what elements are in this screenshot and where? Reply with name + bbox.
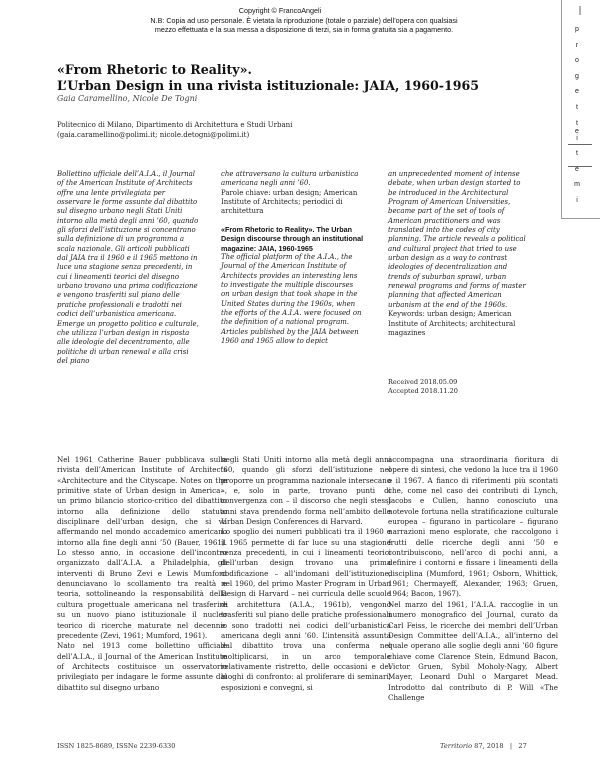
sidebar-letter: i	[576, 135, 578, 143]
body-column-3	[388, 455, 558, 703]
article-title	[57, 62, 497, 94]
keywords-italian: Parole chiave: urban design; American Institute of Architects; periodici di architettura	[221, 188, 358, 216]
affiliation-line-1: Politecnico di Milano, Dipartimento di Architettura e Studi Urbani	[57, 121, 293, 129]
sidebar-divider	[568, 144, 592, 145]
sidebar-letter: o	[575, 57, 579, 65]
sidebar-word-e: e	[575, 128, 579, 135]
received-dates	[388, 378, 458, 395]
received-date: Received 2018.05.09	[388, 378, 458, 386]
abstract-italian-cont: che attraversano la cultura urbanistica americana negli anni ’60.	[221, 170, 359, 188]
accepted-date: Accepted 2018.11.20	[388, 386, 458, 395]
abstract-column-1	[57, 170, 200, 366]
body-paragraph: Nel 1961 Catherine Bauer pubblicava sulla rivista dell’American Institute of Architects «Architecture and the Cityscape. Notes on the primitive state of Urban design in America», un primo bilancio storico-critico del dibattito intorno alla definizione dello statuto disciplinare dell’urban design, che si va affermando nel mondo accademico americano intorno alla fine degli anni ’50 (Bauer, 1961). Lo stesso anno, in occasione dell’incontro organizzato dall’A.I.A. a Philadelphia, gli interventi di Bruno Zevi e Lewis Mumford denunciavano lo scollamento tra realtà e teoria, sottolineando la responsabilità della cultura progettuale americana nel trasferire su un nuovo piano istituzionale il nucleo teorico di ricerche maturate nel decennio precedente (Zevi, 1961; Mumford, 1961).	[57, 455, 227, 640]
journal-name: Territorio	[440, 742, 473, 750]
sidebar-letter: i	[576, 196, 578, 204]
abstract-column-3	[388, 170, 531, 338]
body-column-2	[221, 455, 391, 693]
sidebar-letter: g	[575, 72, 579, 80]
body-paragraph: Nel marzo del 1961, l’A.I.A. raccoglie in un numero monografico del Journal, curato da Carl Feiss, le ricerche dei membri dell’Urban Design Committee dell’A.I.A., all’interno del quale operano alle soglie degli anni ’60 figure chiave come Clarence Stein, Edmund Bacon, Victor Gruen, Sybil Moholy-Nagy, Albert Mayer, Leonard Duhl o Margaret Mead. Introdotto dal contributo di P. Will «The Challenge	[388, 599, 558, 702]
abstract-column-2	[221, 170, 364, 346]
notice-line-1: N.B: Copia ad uso personale. È vietata la riproduzione (totale o parziale) dell’opera con qualsiasi	[150, 15, 458, 25]
title-line-1: «From Rhetoric to Reality».	[57, 62, 252, 77]
sidebar-letter: t	[576, 103, 578, 111]
issn: ISSN 1825-8689, ISSNe 2239-6330	[57, 742, 176, 750]
sidebar-word-temi	[566, 146, 588, 208]
page-number: 27	[518, 742, 527, 750]
abstract-italian: Bollettino ufficiale dell’A.I.A., il Journal of the American Institute of Architects offre una lente privilegiata per osservare le forme assunte dal dibattito sul disegno urbano negli Stati Uniti intorno alla metà degli anni ’60, quando gli sforzi dell’istituzione si concentrano sulla definizione di un programma a scala nazionale. Gli articoli pubblicati dal JAIA tra il 1960 e il 1965 mettono in luce una stagione senza precedenti, in cui i lineamenti teorici del disegno urbano trovano una prima codificazione e vengono trasferiti sul piano delle pratiche professionali e tradotti nei codici dell’urbanistica americana. Emerge un progetto politico e culturale, che utilizza l’urban design in risposta alle ideologie del decentramento, alle politiche di urban renewal e alla crisi del piano	[57, 170, 199, 365]
affiliation-emails: (gaia.caramellino@polimi.it; nicole.detogni@polimi.it)	[57, 131, 250, 139]
affiliation	[57, 120, 377, 140]
body-paragraph: accompagna una straordinaria fioritura di opere di sintesi, che vedono la luce tra il 1960 e il 1967. A fianco di riferimenti più scontati che, come nel caso dei contributi di Lynch, Jacobs e Cullen, hanno conosciuto una notevole fortuna nella stratificazione culturale europea – figurano in particolare – figurano narrazioni meno esplorate, che raccolgono i frutti delle ricerche degli anni ’50 e contribuiscono, nell’arco di pochi anni, a definire i contorni e fissare i lineamenti della disciplina (Mumford, 1961; Osborn, Whittick, 1961; Chermayeff, Alexander, 1963; Gruen, 1964; Bacon, 1967).	[388, 455, 558, 599]
keywords-english: Keywords: urban design; American Institute of Architects; architectural magazines	[388, 310, 516, 337]
sidebar-mark: |	[578, 6, 582, 16]
body-paragraph: Nato nel 1913 come bollettino ufficiale dell’A.I.A., il Journal of the American Institute of Architects costituisce un osservatorio privilegiato per indagare le forme assunte dal dibattito sul disegno urbano	[57, 641, 227, 692]
journal-footer	[440, 742, 527, 750]
sidebar-letter: e	[575, 165, 579, 173]
abstract-english-cont: an unprecedented moment of intense debate, when urban design started to be introduced in the Architectural Program of American Universities, became part of the set of tools of American practitioners and was translated into the codes of city planning. The article reveals a political and cultural project that tried to use urban design as a way to contrast ideologies of decentralization and trends of suburban sprawl, urban renewal programs and forms of master planning that affected American urbanism at the end of the 1960s.	[388, 170, 526, 309]
abstract-english: The official platform of the A.I.A., the Journal of the American Institute of Architects provides an interesting lens to investigate the multiple discourses on urban design that took shape in the United States during the 1960s, when the efforts of the A.I.A. were focused on the definition of a national program. Articles published by the JAIA between 1960 and 1965 allow to depict	[221, 252, 362, 346]
sidebar-letter: p	[575, 26, 579, 33]
abstract-english-title: «From Rhetoric to Reality». The Urban Design discourse through an institutional magazine: JAIA, 1960-1965	[221, 224, 364, 253]
authors: Gaia Caramellino, Nicole De Togni	[57, 94, 198, 103]
body-paragraph: Lo spoglio dei numeri pubblicati tra il 1960 e il 1965 permette di far luce su una stagione senza precedenti, in cui i lineamenti teorici dell’urban design trovano una prima codificazione – all’indomani dell’istituzione, nel 1960, del primo Master Program in Urban Design di Harvard – nei curricula delle scuole di architettura (A.I.A., 1961b), vengono trasferiti sul piano delle pratiche professionali e sono tradotti nei codici dell’urbanistica americana degli anni ’60. L’intensità assunta dal dibattito trova una conferma nel moltiplicarsi, in un arco temporale relativamente ristretto, delle occasioni e dei luoghi di confronto: al proliferare di seminari, esposizioni e convegni, si	[221, 527, 391, 692]
body-column-1	[57, 455, 227, 693]
issue-number: 87, 2018	[474, 742, 504, 750]
notice-line-2: mezzo effettuata e la sua messa a disposizione di terzi, sia in forma gratuita sia a pagamento.	[154, 25, 454, 34]
copyright-notice	[0, 6, 560, 35]
title-line-2: L’Urban Design in una rivista istituzionale: JAIA, 1960-1965	[57, 78, 480, 93]
body-paragraph: negli Stati Uniti intorno alla metà degli anni ’60, quando gli sforzi dell’istituzione nel proporre un programma nazionale intersecano – e, solo in parte, trovano punti di convergenza con – il discorso che negli stessi anni stava prendendo forma nell’ambito delle Urban Design Conferences di Harvard.	[221, 455, 391, 527]
sidebar-letter: r	[575, 41, 579, 49]
copyright-text: Copyright © FrancoAngeli	[238, 6, 322, 15]
footer-sep: |	[505, 742, 517, 750]
sidebar-letter: e	[575, 88, 579, 96]
sidebar-letter: t	[576, 150, 578, 157]
sidebar-letter: t	[576, 119, 578, 127]
sidebar-letter: m	[574, 181, 580, 189]
